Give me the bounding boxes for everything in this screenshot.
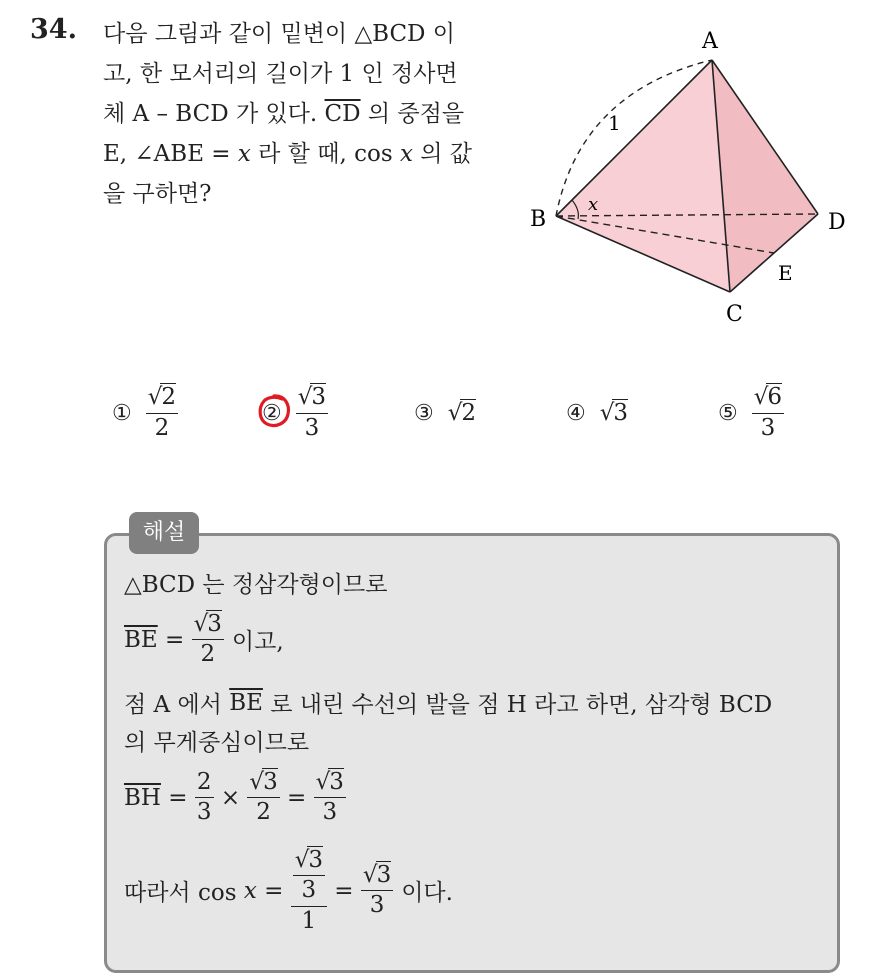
- sol-be: $\overline{BE}$: [124, 626, 158, 653]
- q-line5: 을 구하면?: [103, 181, 212, 207]
- sol-l5-radicand: 3: [263, 769, 278, 795]
- choice-3-value: √2: [447, 400, 477, 426]
- label-one: 1: [608, 111, 621, 135]
- sol-eq-5: =: [327, 877, 361, 904]
- selected-circle-mark: [256, 393, 292, 429]
- choice-4[interactable]: [566, 380, 628, 446]
- choice-3-number: ③: [414, 400, 434, 426]
- sol-line-3: [124, 686, 772, 719]
- sol-be-denominator: 2: [200, 641, 216, 668]
- q-line3a: 체 A – BCD 가 있다.: [103, 101, 325, 127]
- choice-1-denominator: 2: [154, 414, 170, 441]
- sol-line-3b: 로 내린 수선의 발을 점 H 라고 하면, 삼각형 BCD: [262, 692, 773, 718]
- q-line4c: 의 값: [412, 141, 472, 167]
- segment-cd: $\overline{CD}$: [324, 101, 361, 127]
- var-x: x: [237, 141, 251, 167]
- label-c: C: [726, 302, 743, 327]
- q-line1-end: 이: [425, 21, 456, 47]
- choice-3-radicand: 2: [461, 400, 477, 426]
- choice-5-radicand: 6: [767, 384, 783, 411]
- sol-frac-num-2: 2: [195, 770, 214, 798]
- sol-be-2: $\overline{BE}$: [229, 689, 263, 716]
- sol-line-6-end: 이다.: [401, 880, 453, 907]
- q-line4a: E, ∠ABE =: [103, 141, 238, 167]
- sol-be-radicand: 3: [207, 611, 222, 637]
- choice-2-number: [262, 401, 282, 426]
- q-line1: 다음 그림과 같이 밑변이: [103, 21, 355, 47]
- sol-line-3a: 점 A 에서: [124, 692, 230, 718]
- sol-eq-2: =: [160, 784, 195, 811]
- sol-eq-1: =: [157, 626, 192, 653]
- choice-4-radicand: 3: [613, 400, 629, 426]
- sol-complex-frac: [291, 848, 327, 934]
- choice-1-value: $\frac{√2}{2}$: [147, 384, 177, 441]
- label-b: B: [530, 207, 547, 232]
- sol-l5-den-2: 2: [256, 799, 271, 826]
- question-number: 34.: [30, 14, 77, 45]
- sol-l5-radicand-2: 3: [329, 769, 344, 795]
- choice-2-denominator: 3: [304, 414, 320, 441]
- label-a: A: [702, 29, 718, 54]
- sol-frac-root3-over-2: $\frac{√3}{2}$: [249, 769, 278, 826]
- choice-4-number: ④: [566, 400, 586, 426]
- q-line3b: 의 중점을: [360, 101, 465, 127]
- choice-3[interactable]: [414, 380, 476, 446]
- label-d: D: [828, 210, 846, 235]
- sol-frac-den-3: 3: [196, 799, 212, 826]
- q-line2: 고, 한 모서리의 길이가 1 인 정사면: [103, 61, 458, 87]
- choice-4-value: √3: [599, 400, 629, 426]
- sol-inner-frac: $\frac{√3}{3}$: [294, 847, 323, 904]
- sol-final-frac: $\frac{√3}{3}$: [362, 862, 392, 919]
- sol-final-den: 3: [369, 892, 385, 919]
- choice-1-radicand: 2: [161, 384, 177, 411]
- triangle-bcd: △BCD: [354, 21, 426, 47]
- sol-final-radicand: 3: [376, 862, 392, 889]
- sol-var-x: x: [243, 877, 257, 904]
- sol-frac-be: $\frac{√3}{2}$: [193, 611, 222, 668]
- choice-5[interactable]: [718, 380, 784, 446]
- choice-1[interactable]: [112, 380, 178, 446]
- sol-times: ×: [213, 784, 248, 811]
- sol-line-6: [124, 848, 453, 934]
- sol-l6-inner-den: 3: [301, 877, 317, 904]
- sol-eq-4: =: [256, 877, 291, 904]
- choice-5-number: ⑤: [718, 400, 738, 426]
- face-abc: [556, 60, 730, 292]
- choice-1-number: ①: [112, 400, 132, 426]
- sol-line-1: △BCD 는 정삼각형이므로: [124, 572, 388, 598]
- q-line4b: 라 할 때, cos: [250, 141, 400, 167]
- sol-line-2-end: 이고,: [231, 629, 284, 656]
- sol-frac-root3-over-3: $\frac{√3}{3}$: [315, 769, 344, 826]
- choice-2-radicand: 3: [311, 384, 327, 411]
- choice-2-value: $\frac{√3}{3}$: [297, 384, 327, 441]
- sol-l5-den-3: 3: [322, 799, 338, 826]
- question-text: [103, 14, 508, 214]
- sol-frac-two-thirds: [195, 770, 214, 826]
- sol-eq-3: =: [279, 784, 314, 811]
- sol-bh: $\overline{BH}$: [124, 784, 161, 811]
- sol-line-2: [124, 612, 284, 668]
- sol-l6-radicand: 3: [308, 847, 323, 873]
- sol-line-5: [124, 770, 346, 826]
- var-x-2: x: [399, 141, 413, 167]
- solution-tag: 해설: [129, 512, 199, 554]
- sol-line-6a: 따라서 cos: [124, 880, 244, 907]
- choice-5-value: $\frac{√6}{3}$: [753, 384, 783, 441]
- label-e: E: [778, 261, 793, 285]
- sol-l6-outer-den: 1: [301, 907, 317, 934]
- sol-line-4: 의 무게중심이므로: [124, 730, 310, 756]
- tetrahedron-figure: [520, 22, 860, 332]
- choice-2[interactable]: [262, 380, 328, 446]
- choice-2-number-text: ②: [262, 400, 282, 426]
- label-x: x: [588, 194, 599, 215]
- choice-5-denominator: 3: [760, 414, 776, 441]
